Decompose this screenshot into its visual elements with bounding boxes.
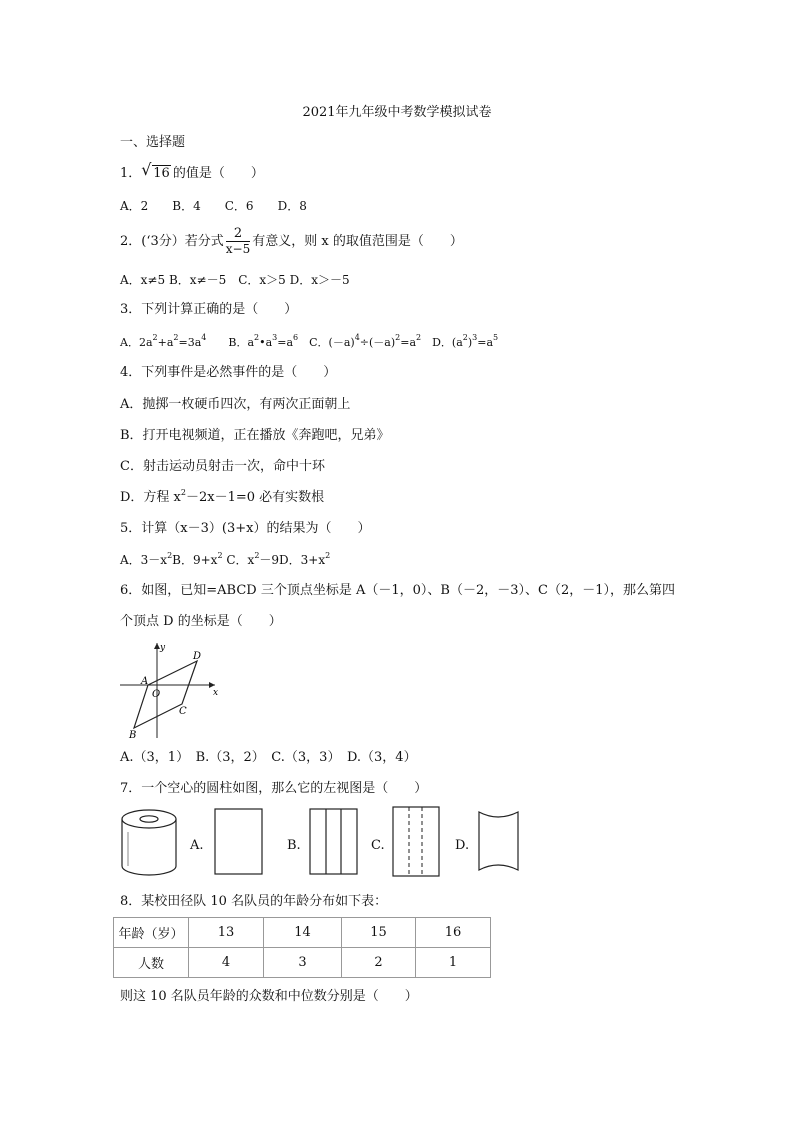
y-axis-label: y: [160, 643, 166, 653]
option-d-curved-sheet: [476, 808, 522, 876]
parallelogram-figure: [115, 640, 225, 740]
q6-options: A.（3，1） B.（3，2） C.（3，3） D.（3，4）: [120, 750, 417, 765]
q4-option-b: B．打开电视频道，正在播放《奔跑吧，兄弟》: [120, 428, 390, 443]
x-axis-label: x: [213, 688, 219, 698]
q5-options: A．$3-x^2B$．$9+x^2$ C．$x^2-9D$．$3+x^2$: [120, 551, 331, 567]
table-header-age: 年龄（岁）: [114, 918, 189, 948]
q2-options: A．x≠5 B．x≠－5 C．x＞5 D．x＞－5: [120, 273, 350, 287]
question-6-line-2: 个顶点 D 的坐标是（ ）: [120, 614, 282, 629]
table-row: [114, 948, 491, 978]
q4-option-d: [120, 489, 324, 507]
sqrt-expression: √ 16: [141, 160, 170, 181]
radicand: 16: [153, 166, 170, 181]
option-b-three-strips: [309, 808, 359, 876]
vertex-c-label: C: [179, 706, 187, 717]
table-cell: 15: [342, 918, 416, 948]
q4-option-c: C．射击运动员射击一次，命中十环: [120, 459, 325, 474]
q4-d-rest: －2x－1=0 必有实数根: [185, 490, 325, 505]
vertex-a-label: A: [141, 676, 149, 687]
table-cell: 14: [264, 918, 342, 948]
question-4: 4．下列事件是必然事件的是（ ）: [120, 365, 337, 380]
question-3: 3．下列计算正确的是（ ）: [120, 302, 298, 317]
q1-stem: 的值是（ ）: [172, 166, 264, 181]
q3-options: A．$2a^2+a^2=3a^4$ B．$a^2•a^3=a^6$ C．$(-a)^4\div(-a)^2=a^2$ D．$(a^2)^3=a^5$: [120, 333, 499, 349]
vertex-d-label: D: [193, 651, 202, 662]
question-8: 8．某校田径队 10 名队员的年龄分布如下表：: [120, 894, 388, 909]
q2-stem-start: 2．(‘3分）若分式: [120, 234, 224, 249]
option-c-dashed-rectangle: [392, 806, 442, 878]
table-cell: 13: [189, 918, 264, 948]
question-2: [120, 226, 463, 258]
table-cell: 3: [264, 948, 342, 978]
q4-d-exponent: 2: [180, 488, 186, 497]
section-heading: 一、选择题: [120, 135, 186, 150]
vertex-b-label: B: [129, 730, 137, 740]
table-cell: 1: [416, 948, 491, 978]
q1-number: 1．: [120, 166, 142, 181]
option-a-rectangle: [214, 808, 264, 876]
table-cell: 4: [189, 948, 264, 978]
q7-label-a: A.: [190, 838, 204, 853]
table-cell: 16: [416, 918, 491, 948]
question-6-line-1: 6．如图，已知=ABCD 三个顶点坐标是 A（－1，0）、B（－2，－3）、C（2，－1），那么第四: [120, 583, 675, 598]
question-5: 5．计算（x－3）(3+x）的结果为（ ）: [120, 521, 371, 536]
hollow-cylinder-figure: [118, 806, 180, 878]
q7-label-b: B.: [287, 838, 301, 853]
table-cell: 2: [342, 948, 416, 978]
table-row: [114, 918, 491, 948]
origin-label: O: [152, 689, 161, 700]
table-header-count: 人数: [114, 948, 189, 978]
fraction-numerator: 2: [226, 226, 250, 242]
fraction-denominator: x−5: [225, 242, 251, 256]
q4-d-text: D．方程 x: [120, 490, 181, 505]
q7-label-c: C.: [371, 838, 385, 853]
fraction: [226, 226, 250, 257]
q7-label-d: D.: [455, 838, 470, 853]
question-7: 7．一个空心的圆柱如图，那么它的左视图是（ ）: [120, 781, 428, 796]
page-title: 2021年九年级中考数学模拟试卷: [302, 105, 492, 120]
question-1: [120, 160, 264, 183]
q4-option-a: A．抛掷一枚硬币四次，有两次正面朝上: [120, 397, 351, 412]
q2-stem-end: 有意义，则 x 的取值范围是（ ）: [252, 234, 463, 249]
q1-options: A．2 B．4 C．6 D．8: [120, 199, 307, 213]
age-distribution-table: [113, 917, 491, 978]
q8-question: 则这 10 名队员年龄的众数和中位数分别是（ ）: [120, 989, 418, 1004]
